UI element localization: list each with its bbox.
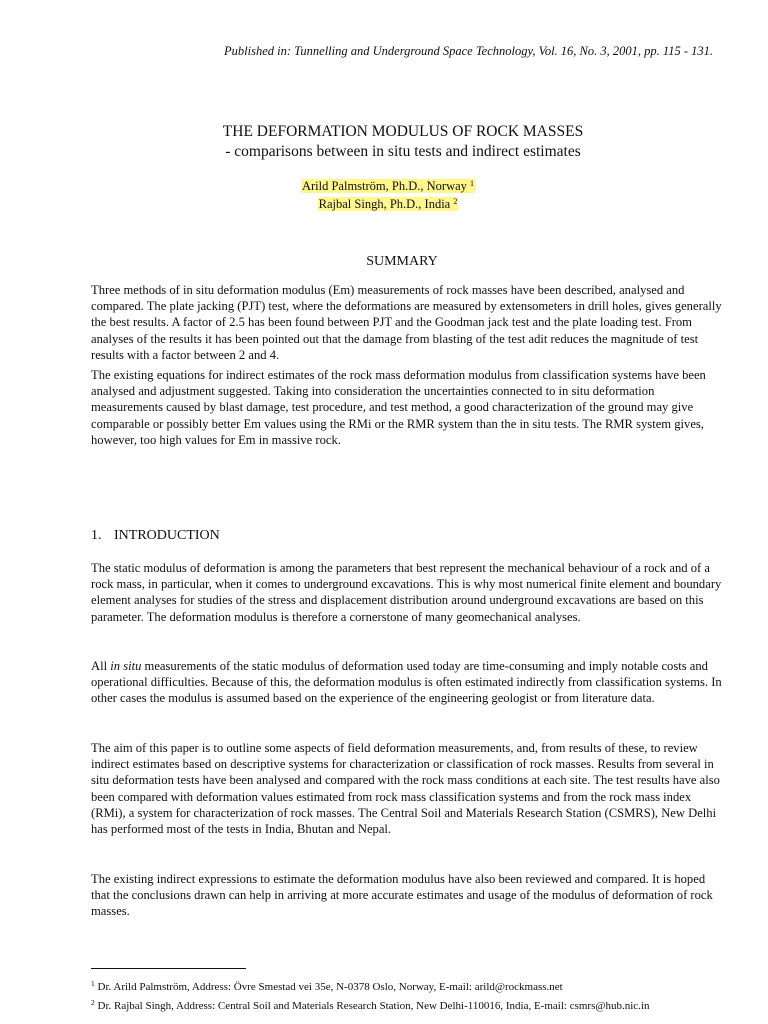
summary-heading: SUMMARY — [366, 254, 438, 269]
paper-subtitle: - comparisons between in situ tests and indirect estimates — [225, 143, 581, 160]
footnote-mark: 2 — [91, 998, 95, 1007]
footnotes — [91, 976, 731, 1014]
intro-text: The existing indirect expressions to estimate the deformation modulus have also been reviewed and compared. It is hoped that the conclusions drawn can help in arriving at more accurate estimates and usage of the modulus of deformation of rock masses. — [91, 872, 713, 919]
summary-paragraph — [91, 367, 723, 448]
author-list — [0, 176, 768, 212]
footnote-text: Dr. Rajbal Singh, Address: Central Soil and Materials Research Station, New Delhi-110016, India, E-mail: csmrs@hub.nic.in — [97, 1000, 650, 1012]
paper-title-block — [0, 122, 768, 162]
intro-paragraph — [91, 658, 723, 707]
paper-title: THE DEFORMATION MODULUS OF ROCK MASSES — [222, 123, 584, 140]
intro-paragraph — [91, 560, 723, 625]
author-footnote-mark: 1 — [470, 179, 475, 188]
footnote — [91, 995, 731, 1014]
summary-paragraph — [91, 282, 723, 363]
footnote-text: Dr. Arild Palmström, Address: Övre Smestad vei 35e, N-0378 Oslo, Norway, E-mail: arild@rockmass.net — [97, 981, 563, 993]
author-highlight — [318, 197, 459, 211]
footnote — [91, 976, 731, 995]
intro-paragraph — [91, 871, 723, 920]
intro-text — [91, 658, 723, 707]
intro-text-rest: measurements of the static modulus of deformation used today are time-consuming and imply notable costs and operational difficulties. Because of this, the deformation modulus is often estimated indirectly from classification systems. In other cases the modulus is assumed based on the experience of the engineering geologist or from literature data. — [91, 659, 722, 706]
author-footnote-mark: 2 — [453, 197, 458, 206]
author-name: Arild Palmström, Ph.D., Norway — [301, 179, 467, 193]
author-line — [0, 194, 768, 212]
intro-text: The aim of this paper is to outline some aspects of field deformation measurements, and, from results of these, to review indirect estimates based on descriptive systems for characterization or classification of rock masses. Results from several in situ deformation tests have been analysed and compared with the rock mass conditions at each site. The test results have also been compared with deformation values estimated from rock mass classification systems and from the rock mass index (RMi), a system for characterization of rock masses. The Central Soil and Materials Research Station (CSMRS), New Delhi has performed most of the tests in India, Bhutan and Nepal. — [91, 741, 720, 837]
author-name: Rajbal Singh, Ph.D., India — [318, 197, 451, 211]
author-line — [0, 176, 768, 194]
author-highlight — [301, 179, 475, 193]
section-number: 1. — [91, 528, 102, 543]
intro-text-italic: in situ — [110, 659, 142, 673]
publication-line: Published in: Tunnelling and Underground Space Technology, Vol. 16, No. 3, 2001, pp. 115 - 131. — [224, 44, 713, 58]
summary-text: Three methods of in situ deformation modulus (Em) measurements of rock masses have been described, analysed and compared. The plate jacking (PJT) test, where the deformations are measured by extensometers in drill holes, gives generally the best results. A factor of 2.5 has been found between PJT and the Goodman jack test and the plate loading test. From analyses of the results it has been pointed out that the damage from blasting of the test adit reduces the magnitude of test results with a factor between 2 and 4. — [91, 283, 722, 362]
section-title: INTRODUCTION — [114, 528, 220, 543]
intro-paragraph — [91, 740, 723, 837]
footnote-mark: 1 — [91, 979, 95, 988]
footnote-divider — [91, 968, 246, 969]
section-heading — [91, 528, 220, 544]
intro-text-start: All — [91, 659, 111, 673]
summary-text: The existing equations for indirect estimates of the rock mass deformation modulus from classification systems have been analysed and adjustment suggested. Taking into consideration the uncertainties connected to in situ deformation measurements caused by blast damage, test procedure, and test method, a good characterization of the ground may give comparable or possibly better Em values using the RMi or the RMR system than the in situ tests. The RMR system gives, however, too high values for Em in massive rock. — [91, 368, 706, 447]
intro-text: The static modulus of deformation is among the parameters that best represent the mechanical behaviour of a rock and of a rock mass, in particular, when it comes to underground excavations. This is why most numerical finite element and boundary element analyses for studies of the stress and displacement distribution around underground excavations are based on this parameter. The deformation modulus is therefore a cornerstone of many geomechanical analyses. — [91, 561, 722, 624]
